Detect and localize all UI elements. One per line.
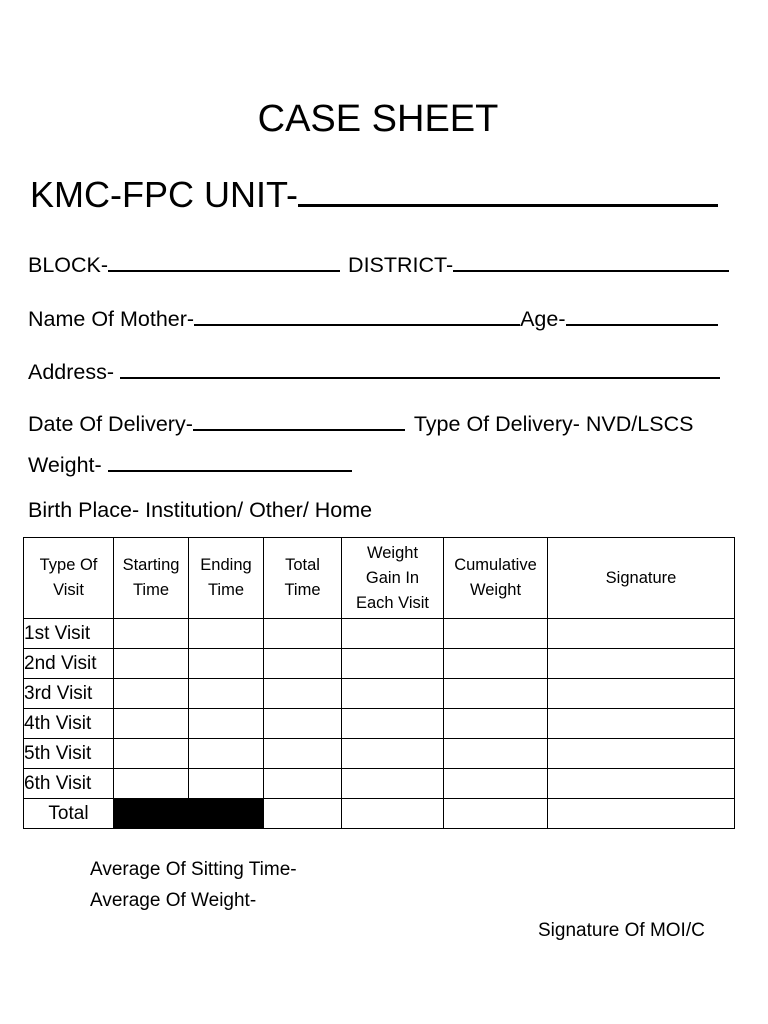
cell-signature[interactable] — [548, 649, 735, 679]
cell-ending-time[interactable] — [189, 619, 264, 649]
cell-signature[interactable] — [548, 799, 735, 829]
cell-signature[interactable] — [548, 679, 735, 709]
cell-cumulative-weight[interactable] — [444, 709, 548, 739]
cell-starting-time[interactable] — [114, 739, 189, 769]
weight-blank[interactable] — [108, 450, 352, 472]
header-type-of-visit: Type Of Visit — [24, 538, 114, 619]
birth-place-line — [28, 498, 372, 523]
cell-weight-gain[interactable] — [342, 649, 444, 679]
cell-ending-time[interactable] — [189, 709, 264, 739]
district-label: DISTRICT- — [348, 253, 454, 277]
cell-weight-gain[interactable] — [342, 709, 444, 739]
cell-cumulative-weight[interactable] — [444, 769, 548, 799]
cell-total-time[interactable] — [264, 799, 342, 829]
cell-cumulative-weight[interactable] — [444, 649, 548, 679]
signature-moic-label: Signature Of MOI/C — [538, 920, 705, 941]
unit-line — [30, 174, 718, 216]
header-signature: Signature — [548, 538, 735, 619]
cell-total-time[interactable] — [264, 739, 342, 769]
cell-total-time[interactable] — [264, 679, 342, 709]
age-blank[interactable] — [566, 304, 718, 326]
cell-total-time[interactable] — [264, 649, 342, 679]
cell-cumulative-weight[interactable] — [444, 799, 548, 829]
cell-signature[interactable] — [548, 619, 735, 649]
mother-name-label: Name Of Mother- — [28, 307, 195, 331]
cell-ending-time[interactable] — [189, 679, 264, 709]
cell-total-time[interactable] — [264, 709, 342, 739]
table-row — [24, 709, 735, 739]
cell-cumulative-weight[interactable] — [444, 679, 548, 709]
date-of-delivery-label: Date Of Delivery- — [28, 412, 193, 436]
row-label: 1st Visit — [24, 619, 114, 649]
block-label: BLOCK- — [28, 253, 109, 277]
cell-signature[interactable] — [548, 739, 735, 769]
mother-name-blank[interactable] — [194, 304, 520, 326]
cell-total-time[interactable] — [264, 619, 342, 649]
cell-starting-time[interactable] — [114, 769, 189, 799]
blacked-out-cell — [189, 799, 264, 829]
page-title: CASE SHEET — [257, 98, 499, 140]
row-label: 5th Visit — [24, 739, 114, 769]
row-label: 6th Visit — [24, 769, 114, 799]
cell-ending-time[interactable] — [189, 739, 264, 769]
birth-place-label: Birth Place- Institution/ Other/ Home — [28, 498, 373, 522]
header-ending-time: Ending Time — [189, 538, 264, 619]
cell-cumulative-weight[interactable] — [444, 619, 548, 649]
weight-line — [28, 450, 352, 478]
block-blank[interactable] — [108, 250, 340, 272]
table-row — [24, 619, 735, 649]
cell-weight-gain[interactable] — [342, 679, 444, 709]
visits-table — [23, 537, 735, 829]
average-weight-label: Average Of Weight- — [90, 890, 257, 911]
average-sitting-time-label: Average Of Sitting Time- — [90, 859, 297, 880]
table-row — [24, 769, 735, 799]
cell-signature[interactable] — [548, 769, 735, 799]
cell-weight-gain[interactable] — [342, 739, 444, 769]
unit-blank[interactable] — [298, 176, 718, 207]
header-starting-time: Starting Time — [114, 538, 189, 619]
cell-cumulative-weight[interactable] — [444, 739, 548, 769]
header-weight-gain: Weight Gain In Each Visit — [342, 538, 444, 619]
cell-starting-time[interactable] — [114, 679, 189, 709]
table-row — [24, 649, 735, 679]
table-total-row — [24, 799, 735, 829]
cell-ending-time[interactable] — [189, 649, 264, 679]
row-label: 2nd Visit — [24, 649, 114, 679]
mother-line — [28, 304, 718, 332]
address-line — [28, 357, 720, 385]
row-label: 3rd Visit — [24, 679, 114, 709]
blacked-out-cell — [114, 799, 189, 829]
unit-label: KMC-FPC UNIT- — [30, 174, 298, 215]
cell-starting-time[interactable] — [114, 709, 189, 739]
type-of-delivery-label: Type Of Delivery- NVD/LSCS — [413, 412, 694, 436]
weight-label: Weight- — [28, 453, 102, 477]
table-row — [24, 679, 735, 709]
cell-total-time[interactable] — [264, 769, 342, 799]
date-of-delivery-blank[interactable] — [193, 409, 405, 431]
table-row — [24, 739, 735, 769]
address-blank[interactable] — [120, 357, 720, 379]
cell-weight-gain[interactable] — [342, 799, 444, 829]
row-label: 4th Visit — [24, 709, 114, 739]
district-blank[interactable] — [453, 250, 729, 272]
cell-signature[interactable] — [548, 709, 735, 739]
cell-starting-time[interactable] — [114, 649, 189, 679]
delivery-line — [28, 409, 693, 437]
block-district-line — [28, 250, 729, 278]
cell-weight-gain[interactable] — [342, 769, 444, 799]
header-cumulative-weight: Cumulative Weight — [444, 538, 548, 619]
total-row-label: Total — [24, 799, 114, 829]
age-label: Age- — [520, 307, 566, 331]
cell-ending-time[interactable] — [189, 769, 264, 799]
cell-weight-gain[interactable] — [342, 619, 444, 649]
header-total-time: Total Time — [264, 538, 342, 619]
table-header-row — [24, 538, 735, 619]
cell-starting-time[interactable] — [114, 619, 189, 649]
address-label: Address- — [28, 360, 115, 384]
